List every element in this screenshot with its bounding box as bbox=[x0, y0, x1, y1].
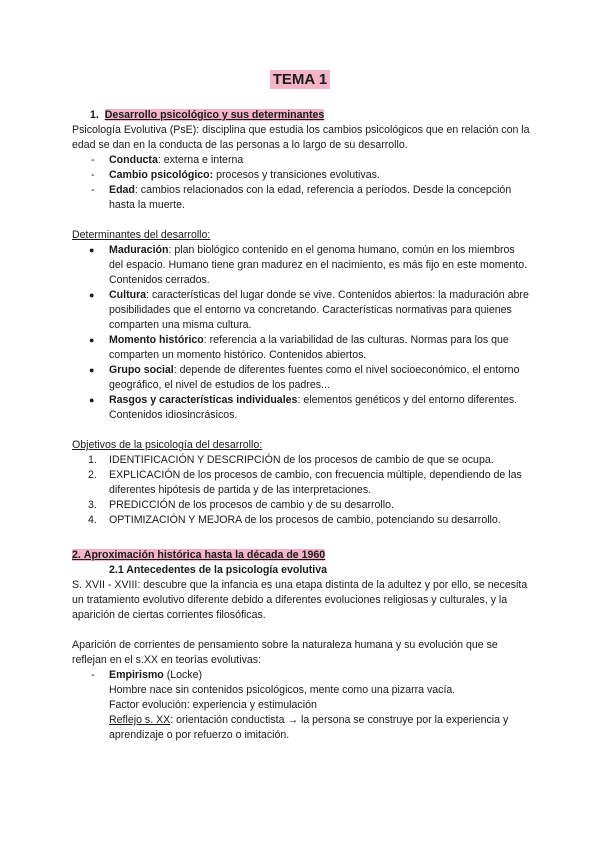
theories-list bbox=[72, 668, 530, 683]
section-2-heading: 2. Aproximación histórica hasta la década de 1960 bbox=[72, 549, 326, 561]
list-item: - Cambio psicológico: procesos y transiciones evolutivas. bbox=[91, 169, 380, 181]
list-item: 1. IDENTIFICACIÓN Y DESCRIPCIÓN de los procesos de cambio de que se ocupa. bbox=[88, 454, 494, 466]
paragraph: Factor evolución: experiencia y estimulación bbox=[109, 699, 317, 711]
subsection-heading: 2.1 Antecedentes de la psicología evolutiva bbox=[109, 564, 328, 576]
list-item: ● Grupo social: depende de diferentes fuentes como el nivel socioeconómico, el entorno geográfico, el nivel de estudios de los padres... bbox=[89, 364, 520, 391]
list-item: - Conducta: externa e interna bbox=[91, 154, 244, 166]
determinants-heading: Determinantes del desarrollo: bbox=[72, 229, 211, 241]
definition-list bbox=[72, 153, 530, 213]
paragraph: Aparición de corrientes de pensamiento sobre la naturaleza humana y su evolución que se reflejan en el s.XX en teorías evolutivas: bbox=[72, 639, 498, 666]
paragraph: S. XVII - XVIII: descubre que la infancia es una etapa distinta de la adultez y por ello, se necesita un tratamiento evolutivo diferente debido a diferentes evoluciones religiosas y culturales, y la aparición de ciertas corrientes filosóficas. bbox=[72, 579, 528, 621]
paragraph: Reflejo s. XX: orientación conductista → la persona se construye por la experiencia y aprendizaje o por refuerzo o imitación. bbox=[109, 714, 509, 741]
section-1 bbox=[72, 108, 530, 528]
list-item: 3. PREDICCIÓN de los procesos de cambio y de su desarrollo. bbox=[88, 499, 394, 511]
list-item: 4. OPTIMIZACIÓN Y MEJORA de los procesos de cambio, potenciando su desarrollo. bbox=[88, 514, 501, 526]
list-item: ● Maduración: plan biológico contenido en el genoma humano, común en los miembros del espacio. Humano tiene gran madurez en el nacimiento, es más fijo en este momento. Contenidos cerrados. bbox=[89, 244, 528, 286]
page-title: TEMA 1 bbox=[0, 72, 600, 89]
list-item: ● Cultura: características del lugar donde se vive. Contenidos abiertos: la maduración abre posibilidades que el entorno va concretando. Características normativas para quienes comparten una misma cultura. bbox=[89, 289, 529, 331]
section-1-heading: 1. Desarrollo psicológico y sus determinantes bbox=[90, 109, 325, 121]
list-item: ● Momento histórico: referencia a la variabilidad de las culturas. Normas para los que comparten un momento histórico. Contenidos abiertos. bbox=[89, 334, 509, 361]
list-item: ● Rasgos y características individuales: elementos genéticos y del entorno diferentes. Contenidos idiosincrásicos. bbox=[89, 394, 518, 421]
list-item: - Empirismo (Locke) bbox=[91, 669, 203, 681]
objectives-list bbox=[72, 453, 530, 528]
objectives-heading: Objetivos de la psicología del desarrollo: bbox=[72, 439, 263, 451]
list-item: 2. EXPLICACIÓN de los procesos de cambio, con frecuencia múltiple, dependiendo de las diferentes hipótesis de partida y de las interpretaciones. bbox=[88, 469, 522, 496]
paragraph: Hombre nace sin contenidos psicológicos, mente como una pizarra vacía. bbox=[109, 684, 456, 696]
section-1-intro: Psicología Evolutiva (PsE): disciplina que estudia los cambios psicológicos que en relación con la edad se dan en la conducta de las personas a lo largo de su desarrollo. bbox=[72, 124, 530, 151]
list-item: - Edad: cambios relacionados con la edad, referencia a períodos. Desde la concepción hasta la muerte. bbox=[91, 184, 512, 211]
section-2 bbox=[72, 548, 530, 743]
determinants-list bbox=[72, 243, 530, 423]
